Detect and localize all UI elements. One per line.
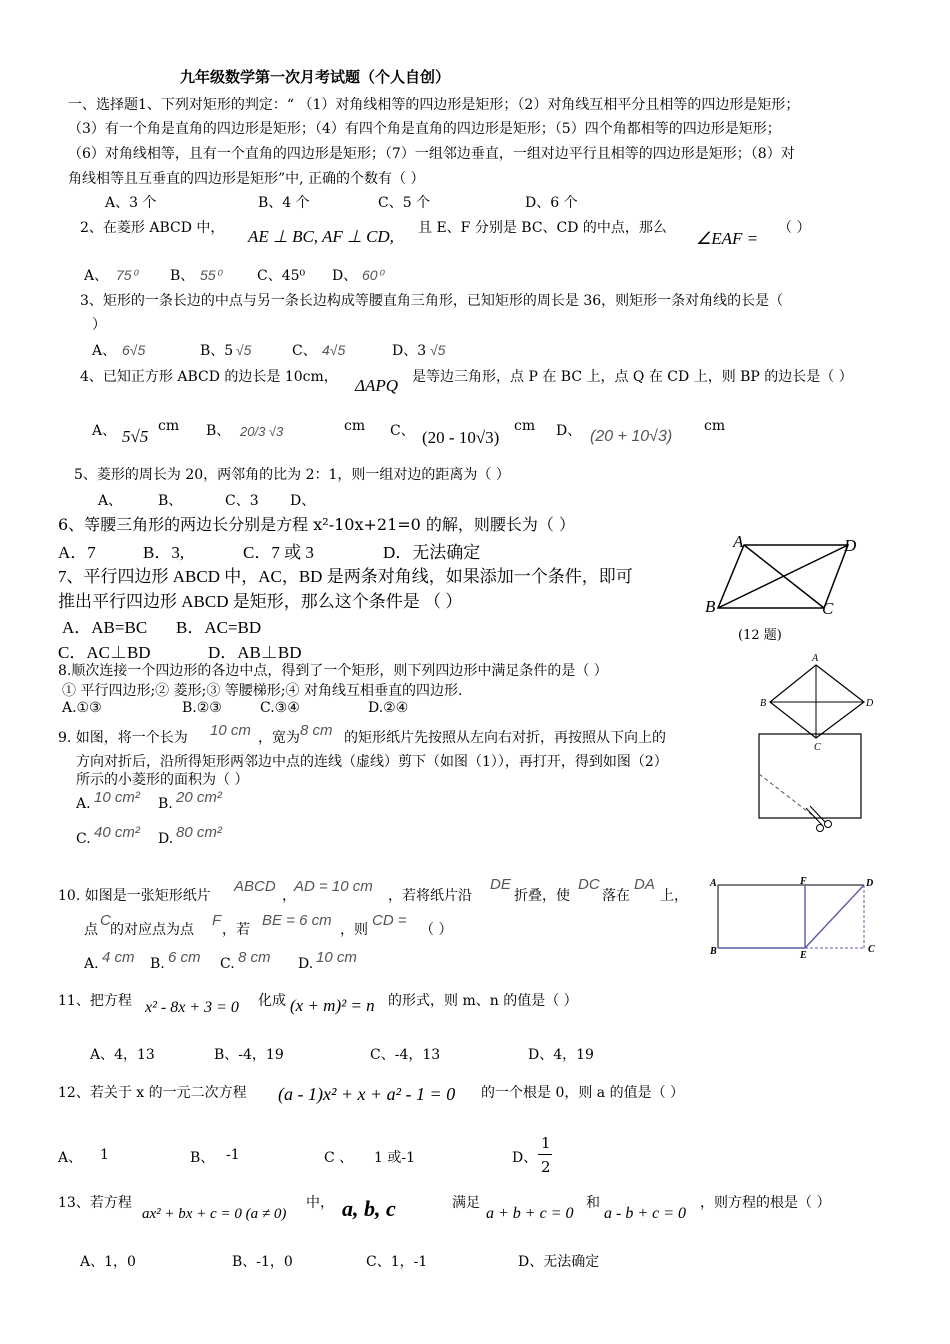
q13-equation-2: a + b + c = 0 [486,1205,574,1222]
q10-option-b-value: 6 cm [168,949,201,966]
q10-figure-label-e: E [800,950,807,961]
q11-text-3: 的形式，则 m、n 的值是（ ） [388,993,578,1009]
q4-text-2: 是等边三角形，点 P 在 BC 上，点 Q 在 CD 上，则 BP 的边长是（ ） [412,369,853,385]
q2-paren: （ ） [778,220,811,236]
q11-text-1: 11、把方程 [58,993,132,1009]
q11-equation-2: (x + m)² = n [290,996,375,1015]
q11-option-b: B、-4，19 [214,1047,284,1063]
q12-option-a: A、 [58,1150,83,1166]
q2-option-a: A、 [84,268,109,284]
q9-option-a: A. [76,796,91,812]
q4-text: 4、已知正方形 ABCD 的边长是 10cm， [80,369,338,385]
q9-option-d-value: 80 cm² [176,824,222,841]
q9-line-3: 所示的小菱形的面积为（ ） [76,772,249,788]
q11-text-2: 化成 [258,993,286,1009]
q10-line-2d: ，则 [340,922,368,938]
q2-option-d: D、 [332,268,358,284]
q4-option-a-value: 5√5 [122,427,149,446]
q7-line-1: 7、平行四边形 ABCD 中，AC，BD 是两条对角线，如果添加一个条件，即可 [58,567,633,586]
q7-figure-label-a: A [733,532,744,551]
q10-figure-label-a: A [710,878,717,889]
q3-option-b-value: √5 [236,342,252,358]
q2-text: 2、在菱形 ABCD 中， [80,220,225,236]
q7-option-d: D．AB⊥BD [208,643,302,662]
folded-paper-figure [756,732,866,842]
q10-line-1a: 10. 如图是一张矩形纸片 [58,888,211,904]
q10-figure-label-d: D [866,878,874,889]
q11-equation-1: x² - 8x + 3 = 0 [145,999,239,1016]
q12-text-1: 12、若关于 x 的一元二次方程 [58,1085,247,1101]
q3-option-c: C、 [292,343,317,359]
q13-text-4: 和 [586,1195,600,1211]
q13-text-1: 13、若方程 [58,1195,132,1211]
q1-line-4: 角线相等且互垂直的四边形是矩形”中, 正确的个数有（ ） [68,171,425,187]
q2-option-d-value: 60⁰ [362,267,384,283]
q8-figure-label-b: B [760,698,767,709]
q9-option-b-value: 20 cm² [176,789,222,806]
q10-option-b: B. [150,956,165,972]
q10-option-d-value: 10 cm [316,949,357,966]
q3-option-d: D、3 [392,343,427,359]
q10-da: DA [634,876,655,893]
q8-line-1: 8.顺次连接一个四边形的各边中点，得到了一个矩形，则下列四边形中满足条件的是（ ） [58,663,608,679]
q11-option-a: A、4，13 [90,1047,155,1063]
q6-option-c: C．7 或 3 [243,543,314,562]
q11-option-c: C、-4，13 [370,1047,441,1063]
q5-option-d: D、 [290,493,316,509]
q9-line-1b: ，宽为 [258,730,300,746]
q13-equation-1: ax² + bx + c = 0 (a ≠ 0) [142,1206,287,1222]
q3-option-d-value: √5 [430,342,446,358]
q10-line-1d: 折叠，使 [514,888,570,904]
q13-text-2: 中， [306,1195,334,1211]
q10-option-d: D. [298,956,314,972]
q4-option-b-unit: cm [344,418,366,434]
q3-line-1: 3、矩形的一条长边的中点与另一条长边构成等腰直角三角形，已知矩形的周长是 36，则矩形一条对角线的长是（ [80,293,784,309]
q10-abcd: ABCD [234,878,276,895]
q12-option-d: D、 [512,1150,538,1166]
q10-be: BE = 6 cm [262,912,332,929]
q3-option-a-value: 6√5 [122,342,146,358]
q8-line-2: ① 平行四边形;② 菱形;③ 等腰梯形;④ 对角线互相垂直的四边形. [62,683,463,699]
q10-cd: CD = [372,912,407,929]
q9-option-c-value: 40 cm² [94,824,140,841]
q4-option-a: A、 [92,423,117,439]
q10-line-2c: ，若 [222,922,250,938]
q9-option-a-value: 10 cm² [94,789,140,806]
q7-figure-label-d: D [844,536,857,555]
q3-option-b: B、5 [200,343,234,359]
q6-text: 6、等腰三角形的两边长分别是方程 x²-10x+21=0 的解，则腰长为（ ） [58,515,576,534]
q5-option-b: B、 [158,493,183,509]
q5-option-a: A、 [98,493,123,509]
q10-line-2b: 的对应点为点 [110,922,194,938]
q8-figure-label-d: D [866,698,874,709]
q6-option-a: A．7 [58,543,96,562]
q4-option-c-unit: cm [514,418,536,434]
q8-option-d: D.②④ [368,700,409,716]
q4-option-d-value: (20 + 10√3) [590,428,673,445]
q4-option-d: D、 [556,423,582,439]
q3-option-a: A、 [92,343,117,359]
q9-option-b: B. [158,796,173,812]
q2-angle: ∠EAF = [696,229,759,248]
q13-option-c: C、1，-1 [366,1254,428,1270]
q10-option-c-value: 8 cm [238,949,271,966]
q10-figure-label-f: F [800,876,807,887]
q12-text-2: 的一个根是 0，则 a 的值是（ ） [481,1085,685,1101]
q2-text-2: 且 E、F 分别是 BC、CD 的中点，那么 [418,220,667,236]
q1-option-a: A、3 个 [105,195,157,211]
page-title: 九年级数学第一次月考试题（个人自创） [180,68,451,86]
q1-option-b: B、4 个 [258,195,310,211]
q1-line-1: 一、选择题1、下列对矩形的判定：“ （1）对角线相等的四边形是矩形；（2）对角线互相平分且相等的四边形是矩形； [68,97,800,113]
q3-line-2: ） [92,317,106,333]
q10-line-1f: 上， [660,888,688,904]
folded-rectangle-figure [710,876,880,956]
q8-figure-label-c: C [814,742,821,753]
q13-option-d: D、无法确定 [518,1254,600,1270]
q11-option-d: D、4，19 [528,1047,594,1063]
q12-option-b-value: -1 [226,1147,240,1163]
q4-option-c-value: (20 - 10√3) [422,428,500,447]
q8-figure-label-a: A [812,653,819,664]
q4-option-d-unit: cm [704,418,726,434]
q9-option-d: D. [158,831,174,847]
q7-option-a: A．AB=BC [62,618,148,637]
q4-option-b-value: 20/3 √3 [240,424,284,439]
q9-line-1a: 9. 如图，将一个长为 [58,730,188,746]
q5-text: 5、菱形的周长为 20，两邻角的比为 2：1，则一组对边的距离为（ ） [74,467,510,483]
q7-line-2: 推出平行四边形 ABCD 是矩形，那么这个条件是 （ ） [58,592,463,611]
q10-line-1c: ，若将纸片沿 [388,888,472,904]
q10-line-2a: 点 [84,922,98,938]
q13-text-3: 满足 [452,1195,480,1211]
q8-option-b: B.②③ [182,700,222,716]
q2-option-b-value: 55⁰ [200,267,222,283]
q10-dc: DC [578,876,600,893]
q1-line-3: （6）对角线相等，且有一个直角的四边形是矩形；（7）一组邻边垂直，一组对边平行且相等的四边形是矩形；（8）对 [68,146,795,162]
q6-option-b: B．3, [143,543,185,562]
q12-equation: (a - 1)x² + x + a² - 1 = 0 [278,1084,456,1104]
q8-option-a: A.①③ [62,700,102,716]
q10-figure-label-b: B [710,946,717,957]
q10-figure-label-c: C [868,944,875,955]
q9-option-c: C. [76,831,91,847]
q2-option-b: B、 [170,268,195,284]
q13-option-b: B、-1，0 [232,1254,293,1270]
q8-option-c: C.③④ [260,700,300,716]
q7-option-b: B．AC=BD [176,618,262,637]
q10-line-1e: 落在 [602,888,630,904]
scissors-icon [806,806,832,832]
q10-de: DE [490,876,511,893]
q13-option-a: A、1，0 [80,1254,136,1270]
q9-width: 8 cm [300,722,333,739]
q5-option-c: C、3 [225,493,259,509]
q10-c: C [100,912,111,929]
q12-fraction-denominator: 2 [541,1158,551,1176]
q1-line-2: （3）有一个角是直角的四边形是矩形；（4）有四个角是直角的四边形是矩形；（5）四个角都相等的四边形是矩形； [68,121,781,137]
q12-option-b: B、 [190,1150,215,1166]
q10-option-a-value: 4 cm [102,949,135,966]
q1-option-d: D、6 个 [525,195,578,211]
q3-option-c-value: 4√5 [322,342,346,358]
q12-option-c-value: 1 或-1 [374,1150,415,1166]
q4-option-a-unit: cm [158,418,180,434]
q10-f: F [212,912,222,929]
q2-option-a-value: 75⁰ [116,267,138,283]
q10-line-2e: （ ） [420,922,453,938]
q10-ad: AD = 10 cm [294,878,373,895]
q13-text-5: ，则方程的根是（ ） [700,1195,831,1211]
q10-option-c: C. [220,956,235,972]
q4-option-c: C、 [390,423,415,439]
q6-option-d: D．无法确定 [383,543,481,562]
q12-fraction-bar [538,1154,552,1155]
q2-math: AE ⊥ BC, AF ⊥ CD, [248,227,394,246]
q10-option-a: A. [84,956,99,972]
q7-figure-caption: (12 题) [738,628,782,643]
q7-option-c: C．AC⊥BD [58,643,151,662]
q9-line-2: 方向对折后，沿所得矩形两邻边中点的连线（虚线）剪下（如图（1）），再打开，得到如图（2） [76,754,668,770]
q7-figure-label-b: B [705,597,716,616]
q10-line-1b: ， [282,888,296,904]
q4-option-b: B、 [206,423,231,439]
q4-math: ΔAPQ [355,376,399,395]
q7-figure-label-c: C [822,599,834,618]
q9-length: 10 cm [210,722,251,739]
q12-option-a-value: 1 [100,1147,109,1163]
q12-option-c: C 、 [324,1150,354,1166]
q1-option-c: C、5 个 [378,195,431,211]
q13-abc: a, b, c [342,1196,396,1221]
q9-line-1c: 的矩形纸片先按照从左向右对折，再按照从下向上的 [344,730,666,746]
q2-option-c: C、45⁰ [257,268,306,284]
q13-equation-3: a - b + c = 0 [604,1205,687,1222]
q12-fraction-numerator: 1 [541,1134,551,1152]
